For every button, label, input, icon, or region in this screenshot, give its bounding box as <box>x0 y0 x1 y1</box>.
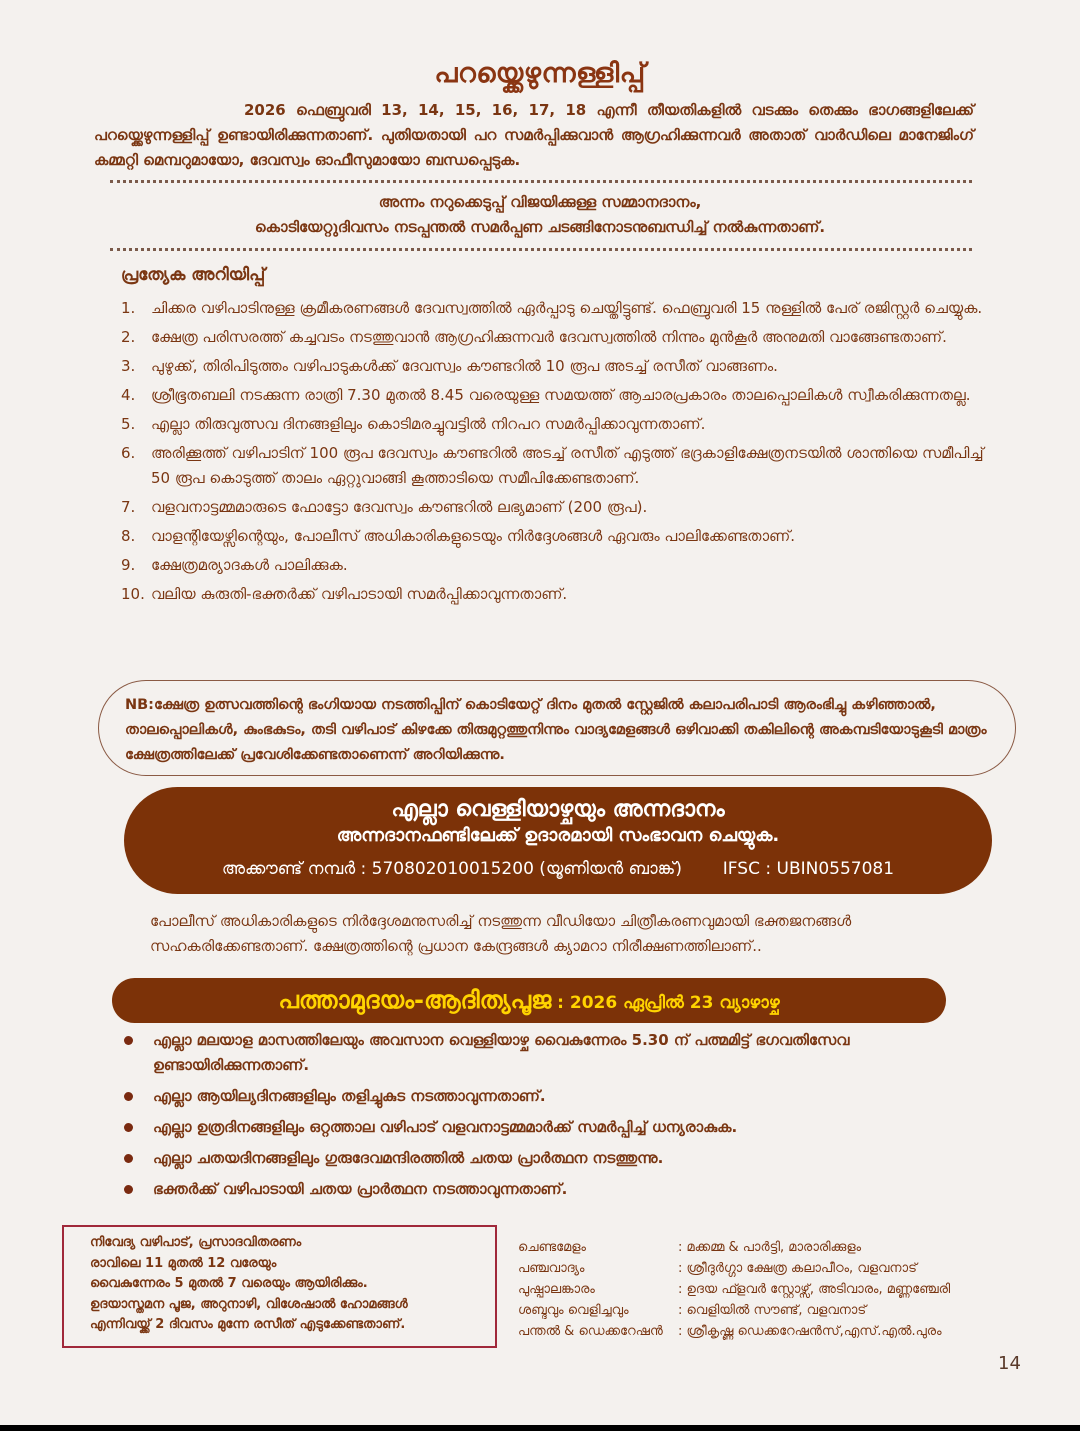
list-item <box>124 1177 924 1202</box>
credit-label: പഞ്ചവാദ്യം <box>518 1261 585 1276</box>
item-text: എല്ലാ തിരുവുത്സവ ദിനങ്ങളിലും കൊടിമരച്ചുവട്ടിൽ നിറപറ സമർപ്പിക്കാവുന്നതാണ്. <box>151 415 706 433</box>
annadanam-heading: എല്ലാ വെള്ളിയാഴ്ചയും അന്നദാനം <box>391 797 725 822</box>
monthly-events-list <box>124 1028 924 1208</box>
item-text: ചിക്കര വഴിപാടിനുള്ള ക്രമീകരണങ്ങൾ ദേവസ്വത്തിൽ ഏർപ്പാടു ചെയ്തിട്ടുണ്ട്. ഫെബ്രുവരി 15 നുള്ളിൽ പേര് രജിസ്റ്റർ ചെയ്യുക. <box>151 299 983 317</box>
item-text: എല്ലാ ആയില്യദിനങ്ങളിലും തളിച്ചുകുട നടത്താവുന്നതാണ്. <box>153 1087 546 1105</box>
nb-label: NB: <box>125 697 154 713</box>
credit-label: പുഷ്പാലങ്കാരം <box>518 1282 595 1297</box>
bottom-edge-bar <box>0 1425 1080 1431</box>
item-text: വലിയ കുരുതി-ഭക്തർക്ക് വഴിപാടായി സമർപ്പിക്കാവുന്നതാണ്. <box>151 585 568 603</box>
item-text: ക്ഷേത്ര പരിസരത്ത് കച്ചവടം നടത്തുവാൻ ആഗ്രഹിക്കുന്നവർ ദേവസ്വത്തിൽ നിന്നും മുൻകൂർ അനുമതി വാങ്ങേണ്ടതാണ്. <box>151 328 947 346</box>
list-item <box>121 354 1001 379</box>
item-number: 9. <box>121 556 136 574</box>
pathamudayam-title: പത്താമുദയം-ആദിത്യപൂജ <box>278 986 552 1014</box>
bullet-icon <box>124 1123 133 1132</box>
credits-list <box>518 1237 1018 1342</box>
credit-value: : ശ്രീദുർഗ്ഗാ ക്ഷേത്ര കലാപീഠം, വളവനാട് <box>678 1261 917 1276</box>
credit-row <box>518 1300 1018 1321</box>
credit-value: : വെളിയിൽ സൗണ്ട്, വളവനാട് <box>678 1303 867 1318</box>
item-number: 1. <box>121 299 136 317</box>
bullet-icon <box>124 1154 133 1163</box>
item-text: ഭക്തർക്ക് വഴിപാടായി ചതയ പ്രാർത്ഥന നടത്താവുന്നതാണ്. <box>153 1180 568 1198</box>
nivedyam-line: എന്നിവയ്ക്ക് 2 ദിവസം മുന്നേ രസീത് എടുക്കേണ്ടതാണ്. <box>90 1317 406 1332</box>
nivedyam-box <box>62 1225 497 1348</box>
pathamudayam-banner <box>112 978 946 1023</box>
intro-line-1: 2026 ഫെബ്രുവരി 13, 14, 15, 16, 17, 18 എന്നീ തീയതികളിൽ വടക്കും തെക്കും ഭാഗങ്ങളിലേക്ക് <box>244 101 974 119</box>
list-item <box>121 495 1001 520</box>
credit-label: ശബ്ദവും വെളിച്ചവും <box>518 1303 629 1318</box>
annadanam-banner <box>124 787 992 894</box>
credit-value: : ശ്രീകൃഷ്ണ ഡെക്കറേഷൻസ്,എസ്.എൽ.പുരം <box>678 1324 942 1339</box>
item-text: എല്ലാ ഉത്രദിനങ്ങളിലും ഒറ്റത്താല വഴിപാട് വളവനാട്ടമ്മമാർക്ക് സമർപ്പിച്ച് ധന്യരാകുക. <box>153 1118 738 1136</box>
item-number: 8. <box>121 527 136 545</box>
item-text: ക്ഷേത്രമര്യാദകൾ പാലിക്കുക. <box>151 556 348 574</box>
list-item <box>121 441 1001 491</box>
nivedyam-line: നിവേദ്യ വഴിപാട്, പ്രസാദവിതരണം <box>90 1235 302 1250</box>
nivedyam-line: രാവിലെ 11 മുതൽ 12 വരേയും <box>90 1255 277 1271</box>
intro-line-2: പറയ്ക്കെഴുന്നള്ളിപ്പ് ഉണ്ടായിരിക്കുന്നതാണ്. പുതിയതായി പറ സമർപ്പിക്കുവാൻ ആഗ്രഹിക്കുന്നവർ അതാത് <box>94 126 807 144</box>
item-number: 10. <box>121 585 145 603</box>
prize-line-2: കൊടിയേറ്റുദിവസം നടപ്പന്തൽ സമർപ്പണ ചടങ്ങിനോടനുബന്ധിച്ച് നൽകുന്നതാണ്. <box>254 218 826 236</box>
account-number: 57080201001520​0 <box>371 859 534 879</box>
credit-row <box>518 1279 1018 1300</box>
account-details <box>124 859 992 879</box>
page-number: 14 <box>998 1353 1021 1374</box>
credit-row <box>518 1258 1018 1279</box>
item-number: 5. <box>121 415 136 433</box>
account-label: അക്കൗണ്ട് നമ്പർ : <box>221 859 367 879</box>
dotted-divider <box>110 180 972 183</box>
item-text: അരിക്കൂത്ത് വഴിപാടിന് 100 രൂപ ദേവസ്വം കൗണ്ടറിൽ അടച്ച് രസീത് എടുത്ത് ഭദ്രകാളിക്ഷേത്രനടയിൽ ശാന്തിയെ സമീപിച്ച് 50 രൂപ കൊടുത്ത് താലം ഏറ്റുവാങ്ങി കൂത്താടിയെ സമീപിക്കേണ്ടതാണ്. <box>151 444 984 487</box>
credit-value: : ഉദയ ഫ്ളവർ സ്റ്റോഴ്സ്, അടിവാരം, മണ്ണഞ്ചേരി <box>678 1282 951 1297</box>
item-number: 3. <box>121 357 136 375</box>
list-item <box>121 296 1001 321</box>
police-notice: പോലീസ് അധികാരികളുടെ നിർദ്ദേശമനുസരിച്ച് നടത്തുന്ന വീഡിയോ ചിത്രീകരണവുമായി ഭക്തജനങ്ങൾ സഹകരിക്കേണ്ടതാണ്. ക്ഷേത്രത്തിന്റെ പ്രധാന കേന്ദ്രങ്ങൾ ക്യാമറാ നിരീക്ഷണത്തിലാണ്.. <box>150 912 852 955</box>
list-item <box>121 325 1001 350</box>
list-item <box>124 1028 924 1078</box>
credit-row <box>518 1321 1018 1342</box>
special-notice-list <box>121 296 1001 611</box>
item-text: വളവനാട്ടമ്മമാരുടെ ഫോട്ടോ ദേവസ്വം കൗണ്ടറിൽ ലഭ്യമാണ് (200 രൂപ). <box>151 498 648 516</box>
item-text: വാളന്റിയേഴ്സിന്റെയും, പോലീസ് അധികാരികളുടെയും നിർദ്ദേശങ്ങൾ ഏവരും പാലിക്കേണ്ടതാണ്. <box>151 527 796 545</box>
item-number: 2. <box>121 328 136 346</box>
list-item <box>121 412 1001 437</box>
item-text: പുഴുക്ക്, തിരിപിടുത്തം വഴിപാടുകൾക്ക് ദേവസ്വം കൗണ്ടറിൽ 10 രൂപ അടച്ച് രസീത് വാങ്ങണം. <box>151 357 778 375</box>
credit-label: ചെണ്ടമേളം <box>518 1240 586 1255</box>
credit-row <box>518 1237 1018 1258</box>
intro-line-3: വാർഡിലെ മാനേജിംഗ് കമ്മറ്റി മെമ്പറുമായോ, ദേവസ്വം ഓഫീസുമായോ ബന്ധപ്പെടുക. <box>94 126 974 169</box>
pathamudayam-date: : 2026 ഏപ്രിൽ 23 വ്യാഴാഴ്ച <box>551 993 780 1013</box>
item-number: 4. <box>121 386 136 404</box>
item-text: എല്ലാ മലയാള മാസത്തിലേയും അവസാന വെള്ളിയാഴ്ച വൈകുന്നേരം 5.30 ന് പത്മമിട്ട് ഭഗവതിസേവ ഉണ്ടായിരിക്കുന്നതാണ്. <box>153 1031 850 1074</box>
prize-notice <box>0 190 1080 240</box>
ifsc-label: IFSC : <box>722 859 772 879</box>
list-item <box>124 1115 924 1140</box>
dotted-divider <box>110 248 972 251</box>
parayeduppu-intro <box>94 98 974 173</box>
credit-label: പന്തൽ & ഡെക്കറേഷൻ <box>518 1324 663 1339</box>
credit-value: : മക്കമ്മ & പാർട്ടി, മാരാരിക്കുളം <box>678 1240 862 1255</box>
list-item <box>121 524 1001 549</box>
bank-name: (യൂണിയൻ ബാങ്ക്) <box>539 859 682 879</box>
item-number: 7. <box>121 498 136 516</box>
annadanam-subheading: അന്നദാനഫണ്ടിലേക്ക് ഉദാരമായി സംഭാവന ചെയ്യുക. <box>336 825 780 846</box>
ifsc-code: UBIN0557081 <box>776 859 895 879</box>
page-title: പറയ്ക്കെഴുന്നള്ളിപ്പ് <box>434 58 646 89</box>
bullet-icon <box>124 1185 133 1194</box>
list-item <box>121 582 1001 607</box>
item-number: 6. <box>121 444 136 462</box>
list-item <box>121 383 1001 408</box>
item-text: ശ്രീഭൂതബലി നടക്കുന്ന രാത്രി 7.30 മുതൽ 8.45 വരെയുള്ള സമയത്ത് ആചാരപ്രകാരം താലപ്പൊലികൾ സ്വീകരിക്കുന്നതല്ല. <box>151 386 971 404</box>
nb-text: ക്ഷേത്ര ഉത്സവത്തിന്റെ ഭംഗിയായ നടത്തിപ്പിന് കൊടിയേറ്റ് ദിനം മുതൽ സ്റ്റേജിൽ കലാപരിപാടി ആരംഭിച്ചു കഴിഞ്ഞാൽ, താലപ്പൊലികൾ, കുംഭകുടം, തടി വഴിപാട് കിഴക്കേ തിരുമുറ്റത്തുനിന്നും വാദ്യമേളങ്ങൾ ഒഴിവാക്കി തകിലിന്റെ അകമ്പടിയോടുകൂടി മാത്രം ക്ഷേത്രത്തിലേക്ക് പ്രവേശിക്കേണ്ടതാണെന്ന് അറിയിക്കുന്നു. <box>125 697 987 763</box>
prize-line-1: അന്നം നറുക്കെടുപ്പ് വിജയിക്കുള്ള സമ്മാനദാനം, <box>378 193 702 211</box>
list-item <box>121 553 1001 578</box>
list-item <box>124 1146 924 1171</box>
item-text: എല്ലാ ചതയദിനങ്ങളിലും ഗുരുദേവമന്ദിരത്തിൽ ചതയ പ്രാർത്ഥന നടത്തുന്നു. <box>153 1149 664 1167</box>
bullet-icon <box>124 1036 133 1045</box>
list-item <box>124 1084 924 1109</box>
nb-notice-box <box>98 680 1016 776</box>
bullet-icon <box>124 1092 133 1101</box>
nivedyam-line: ഉദയാസ്തമന പൂജ, അറുനാഴി, വിശേഷാൽ ഹോമങ്ങൾ <box>90 1296 408 1312</box>
nivedyam-line: വൈകുന്നേരം 5 മുതൽ 7 വരെയും ആയിരിക്കും. <box>90 1276 368 1291</box>
special-notice-heading: പ്രത്യേക അറിയിപ്പ് <box>121 265 266 285</box>
